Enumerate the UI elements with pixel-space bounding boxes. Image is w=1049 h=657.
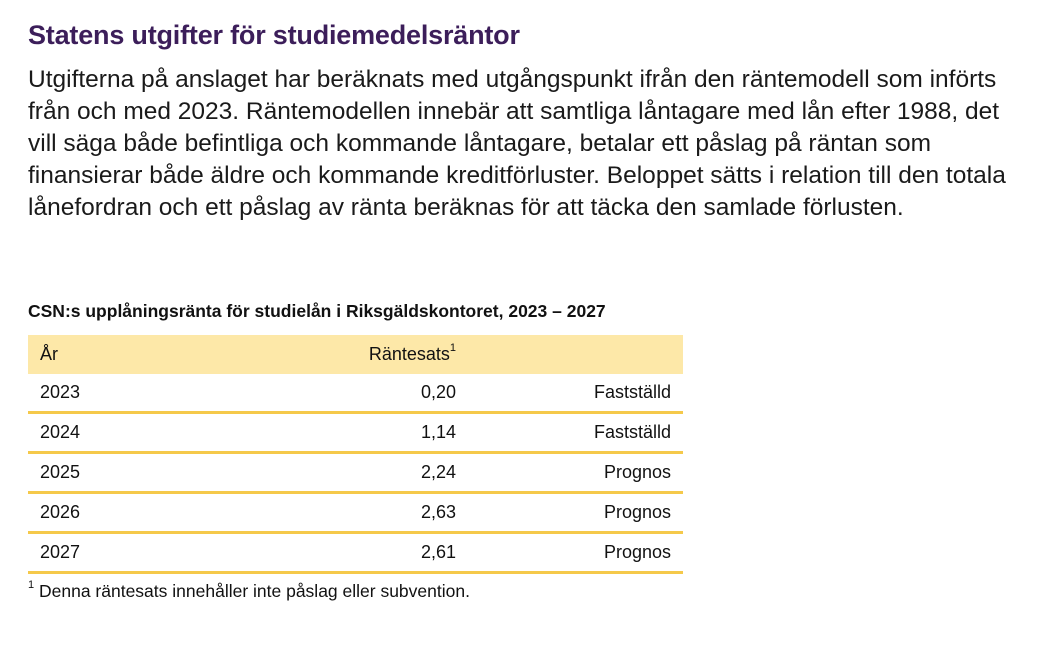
cell-year: 2026: [40, 502, 81, 522]
cell-status: Prognos: [603, 462, 671, 482]
table-caption: CSN:s upplåningsränta för studielån i Riksgäldskontoret, 2023 – 2027: [28, 301, 606, 321]
cell-year: 2024: [40, 422, 81, 442]
interest-rate-table: [28, 335, 683, 574]
table-row: [28, 533, 683, 573]
table-row: [28, 374, 683, 413]
footnote-text: Denna räntesats innehåller inte påslag eller subvention.: [34, 581, 470, 601]
cell-rate: 2,61: [420, 542, 456, 562]
section-heading: Statens utgifter för studiemedelsräntor: [28, 20, 520, 50]
column-header-year: År: [40, 344, 58, 364]
cell-year: 2027: [40, 542, 81, 562]
table-header-row: [28, 335, 683, 374]
cell-rate: 2,63: [420, 502, 456, 522]
cell-rate: 0,20: [420, 382, 456, 402]
table-footnote: [28, 581, 470, 602]
table-row: [28, 413, 683, 453]
column-header-rate-label: Räntesats: [368, 344, 450, 364]
intro-paragraph: Utgifterna på anslaget har beräknats med utgångspunkt ifrån den räntemodell som införts från och med 2023. Räntemodellen innebär att samtliga låntagare med lån efter 1988, det vill säga både befintliga och kommande låntagare, betalar ett påslag på räntan som finansierar både äldre och kommande kreditförluster. Beloppet sätts i relation till den totala lånefordran och ett påslag av ränta beräknas för att täcka den samlade förlusten.: [28, 66, 1006, 221]
table-row: [28, 453, 683, 493]
cell-year: 2023: [40, 382, 81, 402]
footnote-mark: 1: [28, 579, 35, 591]
column-header-rate: [160, 335, 456, 374]
cell-status: Fastställd: [593, 382, 671, 402]
cell-rate: 2,24: [420, 462, 456, 482]
cell-rate: 1,14: [420, 422, 456, 442]
column-header-status: [456, 335, 683, 374]
cell-year: 2025: [40, 462, 81, 482]
cell-status: Fastställd: [593, 422, 671, 442]
cell-status: Prognos: [603, 502, 671, 522]
table-row: [28, 493, 683, 533]
footnote-reference: 1: [449, 342, 456, 354]
cell-status: Prognos: [603, 542, 671, 562]
